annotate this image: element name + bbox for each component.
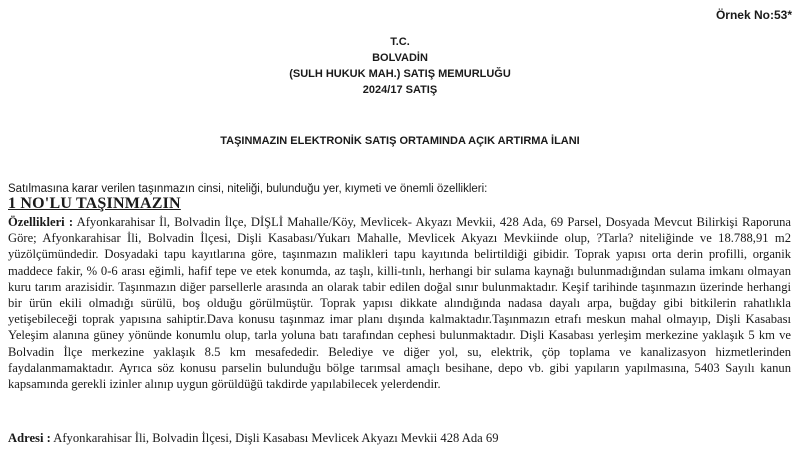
address-line: [8, 430, 499, 446]
header-line-city: BOLVADİN: [372, 52, 428, 64]
intro-text: Satılmasına karar verilen taşınmazın cinsi, niteliği, bulunduğu yer, kıymeti ve önemli özellikleri:: [8, 183, 488, 195]
header-line-office: (SULH HUKUK MAH.) SATIŞ MEMURLUĞU: [289, 68, 511, 80]
features-text: Afyonkarahisar İl, Bolvadin İlçe, DİŞLİ Mahalle/Köy, Mevlicek- Akyazı Mevkii, 428 Ada, 69 Parsel, Dosyada Mevcut Bilirkişi Raporuna Göre; Afyonkarahisar İli, Bolvadin İlçesi, Dişli Kasabası/Yukarı Mahalle, Mevlicek Akyazı Mevkiinde olup, ?Tarla? niteliğinde ve 18.788,91 m2 yüzölçümündedir. Dosyadaki tapu kayıtlarına göre, taşınmazın malikleri tapu kayıtında belirtildiği gibidir. Toprak yapısı orta derin profilli, organik maddece fakir, % 0-6 arası eğimli, hafif tepe ve etek konumda, az taşlı, killi-tınlı, herhangi bir sulama kaynağı bulunmadığından sulama imkanı olmayan kuru tarım arazisidir. Taşınmazın diğer parsellerle arasında an olarak tabir edilen doğal sınır bulunmaktadır. Keşif tarihinde taşınmazın üzerinde herhangi bir ürün ekili olmadığı sürülü, boş olduğu görülmüştür. Toprak yapısı dikkate alındığında nadasa dayalı arpa, buğday gibi bitkilerin rahatlıkla yetişebileceği toprak yapısına sahiptir.Dava konusu taşınmaz imar planı dışında kalmaktadır.Taşınmazın etrafı meskun mahal olmayıp, Dişli Kasabası Yeleşim alanına güney yönünde konumlu olup, tarla yoluna batı tarafından cephesi bulunmaktadır. Dişli Kasabası yerleşim merkezine yaklaşık 5 km ve Bolvadin İlçe merkezine yaklaşık 8.5 km mesafededir. Belediye ve diğer yol, su, elektrik, çöp toplama ve kanalizasyon hizmetlerinden faydalanmamaktadır. Ayrıca söz konusu parselin bulunduğu bölge tarımsal amaçlı besihane, depo vb. gibi yapıların yapılmasına, 5403 Sayılı kanun kapsamında gerekli izinler alınıp uygun görüldüğü takdirde yapılabilecek yelerdendir.: [8, 215, 791, 392]
section-title: 1 NO'LU TAŞINMAZIN: [8, 195, 181, 212]
header-line-country: T.C.: [390, 36, 410, 48]
features-label: Özellikleri :: [8, 215, 74, 229]
header-line-case-no: 2024/17 SATIŞ: [362, 84, 438, 96]
address-label: Adresi :: [8, 431, 51, 445]
sample-number: Örnek No:53*: [715, 8, 792, 22]
address-text: Afyonkarahisar İli, Bolvadin İlçesi, Dişli Kasabası Mevlicek Akyazı Mevkii 428 Ada 69: [53, 431, 499, 445]
features-paragraph: [8, 214, 791, 392]
announcement-title: TAŞINMAZIN ELEKTRONİK SATIŞ ORTAMINDA AÇIK ARTIRMA İLANI: [220, 135, 580, 147]
document-header: [0, 34, 800, 98]
